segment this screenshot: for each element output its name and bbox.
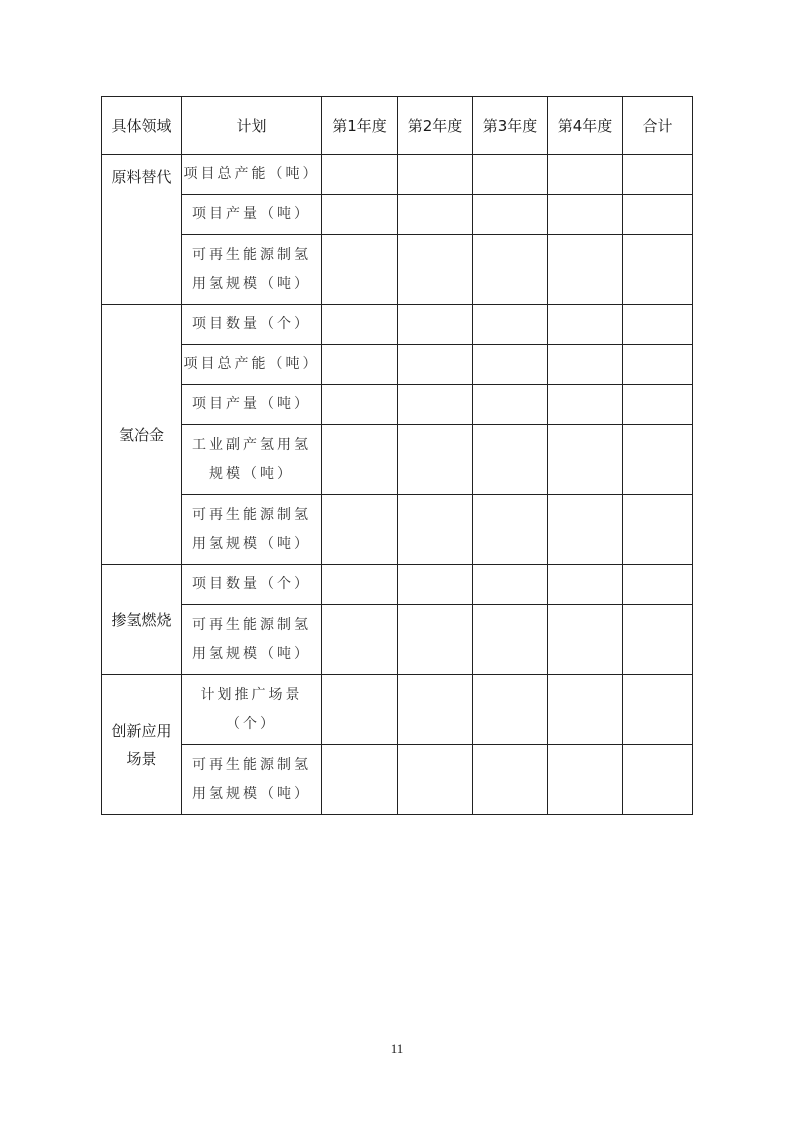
total-cell[interactable] (623, 495, 693, 565)
table-row (102, 155, 693, 195)
value-cell[interactable] (473, 495, 548, 565)
total-cell[interactable] (623, 345, 693, 385)
value-cell[interactable] (548, 345, 623, 385)
plan-item: 项目总产能（吨） (182, 155, 322, 195)
total-cell[interactable] (623, 195, 693, 235)
header-year-2: 第2年度 (398, 97, 473, 155)
table-row (102, 235, 693, 305)
plan-item: 项目数量（个） (182, 305, 322, 345)
value-cell[interactable] (548, 675, 623, 745)
header-year-1: 第1年度 (322, 97, 398, 155)
value-cell[interactable] (322, 425, 398, 495)
header-year-3: 第3年度 (473, 97, 548, 155)
table-row (102, 565, 693, 605)
value-cell[interactable] (473, 305, 548, 345)
total-cell[interactable] (623, 565, 693, 605)
table-row (102, 675, 693, 745)
value-cell[interactable] (473, 605, 548, 675)
value-cell[interactable] (473, 385, 548, 425)
value-cell[interactable] (473, 745, 548, 815)
plan-item: 项目数量（个） (182, 565, 322, 605)
table-row (102, 195, 693, 235)
value-cell[interactable] (322, 345, 398, 385)
value-cell[interactable] (322, 605, 398, 675)
value-cell[interactable] (473, 675, 548, 745)
total-cell[interactable] (623, 425, 693, 495)
header-plan: 计划 (182, 97, 322, 155)
value-cell[interactable] (398, 305, 473, 345)
plan-item: 可再生能源制氢用氢规模（吨） (182, 605, 322, 675)
total-cell[interactable] (623, 745, 693, 815)
plan-item: 工业副产氢用氢规模（吨） (182, 425, 322, 495)
value-cell[interactable] (398, 195, 473, 235)
value-cell[interactable] (322, 155, 398, 195)
value-cell[interactable] (548, 605, 623, 675)
total-cell[interactable] (623, 605, 693, 675)
plan-item: 项目总产能（吨） (182, 345, 322, 385)
table-row (102, 605, 693, 675)
value-cell[interactable] (473, 565, 548, 605)
value-cell[interactable] (398, 605, 473, 675)
value-cell[interactable] (398, 675, 473, 745)
value-cell[interactable] (548, 385, 623, 425)
value-cell[interactable] (473, 155, 548, 195)
domain-cell-hydrogen-blended-combustion: 掺氢燃烧 (102, 565, 182, 675)
plan-item: 可再生能源制氢用氢规模（吨） (182, 235, 322, 305)
value-cell[interactable] (473, 425, 548, 495)
value-cell[interactable] (398, 385, 473, 425)
plan-item: 可再生能源制氢用氢规模（吨） (182, 495, 322, 565)
value-cell[interactable] (322, 495, 398, 565)
plan-item: 项目产量（吨） (182, 195, 322, 235)
value-cell[interactable] (322, 305, 398, 345)
value-cell[interactable] (548, 745, 623, 815)
hydrogen-plan-table (101, 96, 693, 815)
value-cell[interactable] (322, 385, 398, 425)
total-cell[interactable] (623, 675, 693, 745)
value-cell[interactable] (398, 565, 473, 605)
plan-item: 计划推广场景（个） (182, 675, 322, 745)
domain-cell-raw-material-substitution: 原料替代 (102, 155, 182, 305)
total-cell[interactable] (623, 235, 693, 305)
value-cell[interactable] (398, 495, 473, 565)
value-cell[interactable] (322, 565, 398, 605)
value-cell[interactable] (398, 155, 473, 195)
table-row (102, 345, 693, 385)
value-cell[interactable] (548, 155, 623, 195)
total-cell[interactable] (623, 385, 693, 425)
page-number: 11 (390, 1041, 404, 1056)
table-row (102, 495, 693, 565)
value-cell[interactable] (548, 195, 623, 235)
value-cell[interactable] (398, 745, 473, 815)
domain-cell-hydrogen-metallurgy: 氢冶金 (102, 305, 182, 565)
plan-item: 可再生能源制氢用氢规模（吨） (182, 745, 322, 815)
header-domain: 具体领域 (102, 97, 182, 155)
value-cell[interactable] (548, 235, 623, 305)
plan-item: 项目产量（吨） (182, 385, 322, 425)
table-row (102, 305, 693, 345)
header-total: 合计 (623, 97, 693, 155)
value-cell[interactable] (548, 305, 623, 345)
value-cell[interactable] (548, 565, 623, 605)
value-cell[interactable] (322, 745, 398, 815)
value-cell[interactable] (473, 195, 548, 235)
value-cell[interactable] (548, 495, 623, 565)
table-row (102, 425, 693, 495)
value-cell[interactable] (473, 235, 548, 305)
value-cell[interactable] (398, 345, 473, 385)
total-cell[interactable] (623, 155, 693, 195)
value-cell[interactable] (322, 195, 398, 235)
table-row (102, 385, 693, 425)
table-header-row (102, 97, 693, 155)
domain-cell-innovative-application-scenarios: 创新应用场景 (102, 675, 182, 815)
value-cell[interactable] (398, 235, 473, 305)
table-row (102, 745, 693, 815)
header-year-4: 第4年度 (548, 97, 623, 155)
value-cell[interactable] (322, 235, 398, 305)
value-cell[interactable] (398, 425, 473, 495)
value-cell[interactable] (548, 425, 623, 495)
value-cell[interactable] (473, 345, 548, 385)
value-cell[interactable] (322, 675, 398, 745)
total-cell[interactable] (623, 305, 693, 345)
